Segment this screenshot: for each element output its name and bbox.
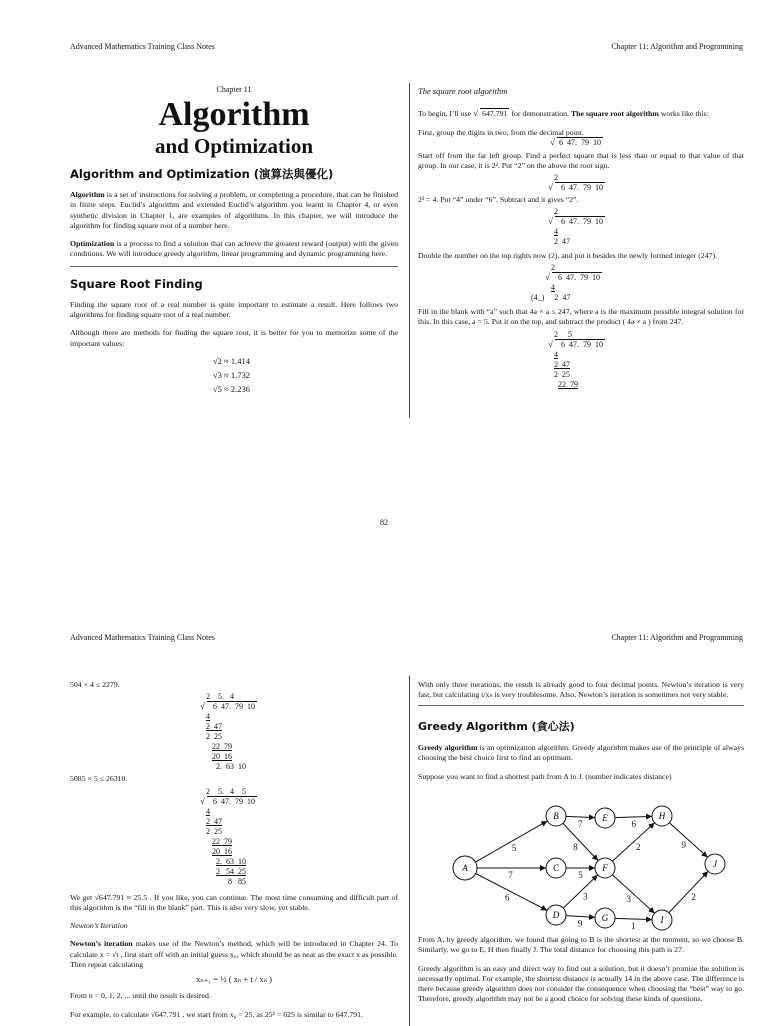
right-column xyxy=(418,86,744,390)
page1-header-right: Chapter 11: Algorithm and Programming xyxy=(611,42,743,51)
column-divider-2 xyxy=(409,676,410,1026)
page2-header-left: Advanced Mathematics Training Class Notes xyxy=(70,633,215,642)
section-heading-algorithm: Algorithm and Optimization (演算法與優化) xyxy=(70,167,334,181)
newton-formula: xₙ₊₁ = ½ ( xₙ + t / xₙ ) xyxy=(196,974,272,985)
edge-E-H xyxy=(615,816,652,817)
edge-weight-B-F: 8 xyxy=(573,841,578,852)
right-column-2 xyxy=(418,680,744,782)
column-divider xyxy=(409,83,410,418)
edge-weight-C-F: 5 xyxy=(578,870,583,880)
section-heading-square-root: Square Root Finding xyxy=(70,276,203,291)
edge-G-I xyxy=(615,918,652,919)
square-root-text xyxy=(70,300,398,349)
edge-weight-F-H: 2 xyxy=(635,842,641,853)
square-four-text: 2² = 4. Put “4” under “6”. Subtract and it gives “2”. xyxy=(418,195,579,205)
page-subtitle: and Optimization xyxy=(154,134,314,158)
greedy-paragraph: Greedy algorithm is an optimization algorithm. Greedy algorithm makes use of the principle of always choosing the best choice first to find an optimum. xyxy=(418,743,745,763)
group-digits-text: First, group the digits in two, from the decimal point. xyxy=(418,127,584,137)
left-column xyxy=(70,85,398,396)
example-text: For example, to calculate √647.791 , we start from x₀ = 25, as 25² = 625 is similar to 647.791. xyxy=(70,1009,363,1019)
suppose-text: Suppose you want to find a shortest path from A to J. (number indicates distance) xyxy=(418,771,672,781)
approximation-list xyxy=(213,354,398,396)
node-label-D: D xyxy=(552,910,560,920)
section-divider xyxy=(70,266,398,267)
long-division-step7: 2 5. 4 5 √ 6 47. 79 10 4 2 47 2 25 22 79 20 16 2. 63 10 2 54 25 8 85 xyxy=(200,787,398,887)
node-label-F: F xyxy=(602,863,608,873)
edge-H-J xyxy=(669,823,707,858)
edge-weight-I-J: 2 xyxy=(691,891,696,902)
algorithm-term: Algorithm xyxy=(70,190,105,199)
square-root-intro: Finding the square root of a real number is quite important to estimate a result. Here follows two algorithms for finding square root of a real number. xyxy=(70,299,398,319)
newton-heading: Newton’s Iteration xyxy=(70,921,128,931)
edge-B-E xyxy=(566,816,595,817)
optimization-term: Optimization xyxy=(70,239,115,249)
long-division-step3: 2 √ 6 47. 79 10 4 2 47 xyxy=(548,207,744,247)
inequality-1: 504 × 4 ≤ 2279. xyxy=(70,680,120,689)
edge-weight-D-F: 3 xyxy=(583,891,588,902)
fill-blank-text: Fill in the blank with “a” such that 4a × a ≤ 247, where a is the maximum possible integral solution for this. In this case, a = 5. Put it on the top, and subtract the product ( 4a × a ) from 247. xyxy=(418,306,744,327)
node-label-H: H xyxy=(658,811,666,821)
algorithm-definition: is a set of instructions for solving a problem, or completing a procedure, that can be finished in finite steps. Euclid’s algorithm and extended Euclid’s algorithm you learnt in Chapter 4, or even synthetic division in Chapter 1, are examples of algorithms. In this chapter, we will introduce the algorithm for finding square root of a number here. xyxy=(70,190,398,230)
result-paragraph: We get √647.791 ≈ 25.5 . If you like, you can continue. The most time consuming and difficult part of this algorithm is the “fill in the blank” part. This is also very slow, yet stable. xyxy=(70,892,398,912)
approx-sqrt2: √2 ≈ 1.414 xyxy=(213,355,250,366)
approx-sqrt3: √3 ≈ 1.732 xyxy=(213,369,250,380)
edge-weight-A-C: 7 xyxy=(508,870,513,880)
edge-weight-E-H: 6 xyxy=(631,818,636,829)
begin-paragraph: To begin, I’ll use √ 647.791 for demonstration. The square root algorithm works like this: xyxy=(418,109,744,119)
page-title: Algorithm xyxy=(158,96,310,133)
double-number-text: Double the number on the top rights now (2), and put it besides the newly formed integer (247). xyxy=(418,250,718,260)
node-label-J: J xyxy=(713,859,717,869)
edge-I-J xyxy=(669,871,708,912)
square-root-algorithm-heading: The square root algorithm xyxy=(418,86,508,96)
long-division-step6: 2 5. 4 √ 6 47. 79 10 4 2 47 2 25 22 79 20 16 2. 63 10 xyxy=(200,692,398,772)
edge-weight-A-D: 6 xyxy=(505,892,510,903)
long-division-step2: 2 √ 6 47. 79 10 xyxy=(548,173,744,193)
greedy-limits-paragraph: Greedy algorithm is an easy and direct way to find out a solution, but it doesn’t promise the solution is necessarily optimal. For example, the shortest distance is actually 14 in the above case. The difference is there because greedy algorithm does not consider the consequence when choosing the “best” way to go. Therefore, greedy algorithm may not be a good choice for solving these kinds of questions. xyxy=(418,963,744,1004)
edge-D-G xyxy=(566,916,595,918)
node-label-C: C xyxy=(552,863,560,873)
shortest-path-graph xyxy=(440,798,740,932)
long-division-step5: 2 5 √ 6 47. 79 10 4 2 47 2 25 22 79 xyxy=(548,330,744,390)
long-division-step1: √ 6 47. 79 10 xyxy=(550,138,744,148)
from-n-text: From n = 0, 1, 2, ... until the result is desired. xyxy=(70,991,211,1001)
greedy-heading: Greedy Algorithm (貪心法) xyxy=(418,719,575,733)
right-column-2b xyxy=(418,935,744,1005)
square-root-memorize: Although there are methods for finding the square root, it is better for you to memorize some of the important values: xyxy=(70,328,398,348)
approx-sqrt5: √5 ≈ 2.236 xyxy=(213,383,250,394)
edge-weight-G-I: 1 xyxy=(631,920,636,931)
edge-A-B xyxy=(475,821,547,862)
start-off-text: Start off from the far left group. Find a perfect square that is less than or equal to that value of that group. In our case, it is 2². Put “2” on the above the root sign. xyxy=(418,150,744,171)
newton-paragraph: Newton’s iteration makes use of the Newton’s method, which will be introduced in Chapter 24. To calculate x = √t , first start off with an initial guess x₀, which should be as near as the exact x as possible. Then repeat calculating xyxy=(70,939,398,969)
optimization-definition: is a process to find a solution that can achieve the greatest reward (output) with the given conditions. We will introduce greedy algorithm, linear programming and dynamic programming here. xyxy=(70,239,398,259)
edge-weight-D-G: 9 xyxy=(577,918,583,929)
long-division-step4: 2 √ 6 47. 79 10 4 (4_) 2 47 xyxy=(531,263,744,303)
page2-header-right: Chapter 11: Algorithm and Programming xyxy=(611,633,743,642)
algorithm-paragraph xyxy=(70,190,398,260)
node-label-E: E xyxy=(602,813,608,823)
node-label-A: A xyxy=(462,863,468,873)
inequality-2: 5085 × 5 ≤ 26310. xyxy=(70,774,128,784)
edge-weight-F-I: 3 xyxy=(626,894,632,905)
page1-header-left: Advanced Mathematics Training Class Notes xyxy=(70,42,215,51)
edge-F-I xyxy=(612,875,654,914)
from-a-paragraph: From A, by greedy algorithm, we found that going to B is the shortest at the moment, so we choose B. Similarly, we go to E, H then finally J. The total distance for choosing this path is 27. xyxy=(418,935,744,955)
node-label-G: G xyxy=(601,913,609,923)
node-label-I: I xyxy=(660,915,664,925)
iterations-paragraph: With only three iterations, the result is already good to four decimal points. Newton’s iteration is very fast, but calculating t/xₙ is very troublesome. Also, Newton’s iteration is sometimes not very stable. xyxy=(418,680,744,700)
chapter-label: Chapter 11 xyxy=(216,85,252,94)
edge-weight-H-J: 9 xyxy=(681,840,687,851)
node-label-B: B xyxy=(553,811,559,821)
left-column-2 xyxy=(70,680,398,1020)
edge-weight-B-E: 7 xyxy=(577,818,583,829)
page-number: 82 xyxy=(380,518,388,527)
section-divider-2 xyxy=(418,705,744,706)
edge-weight-A-B: 5 xyxy=(511,843,517,854)
